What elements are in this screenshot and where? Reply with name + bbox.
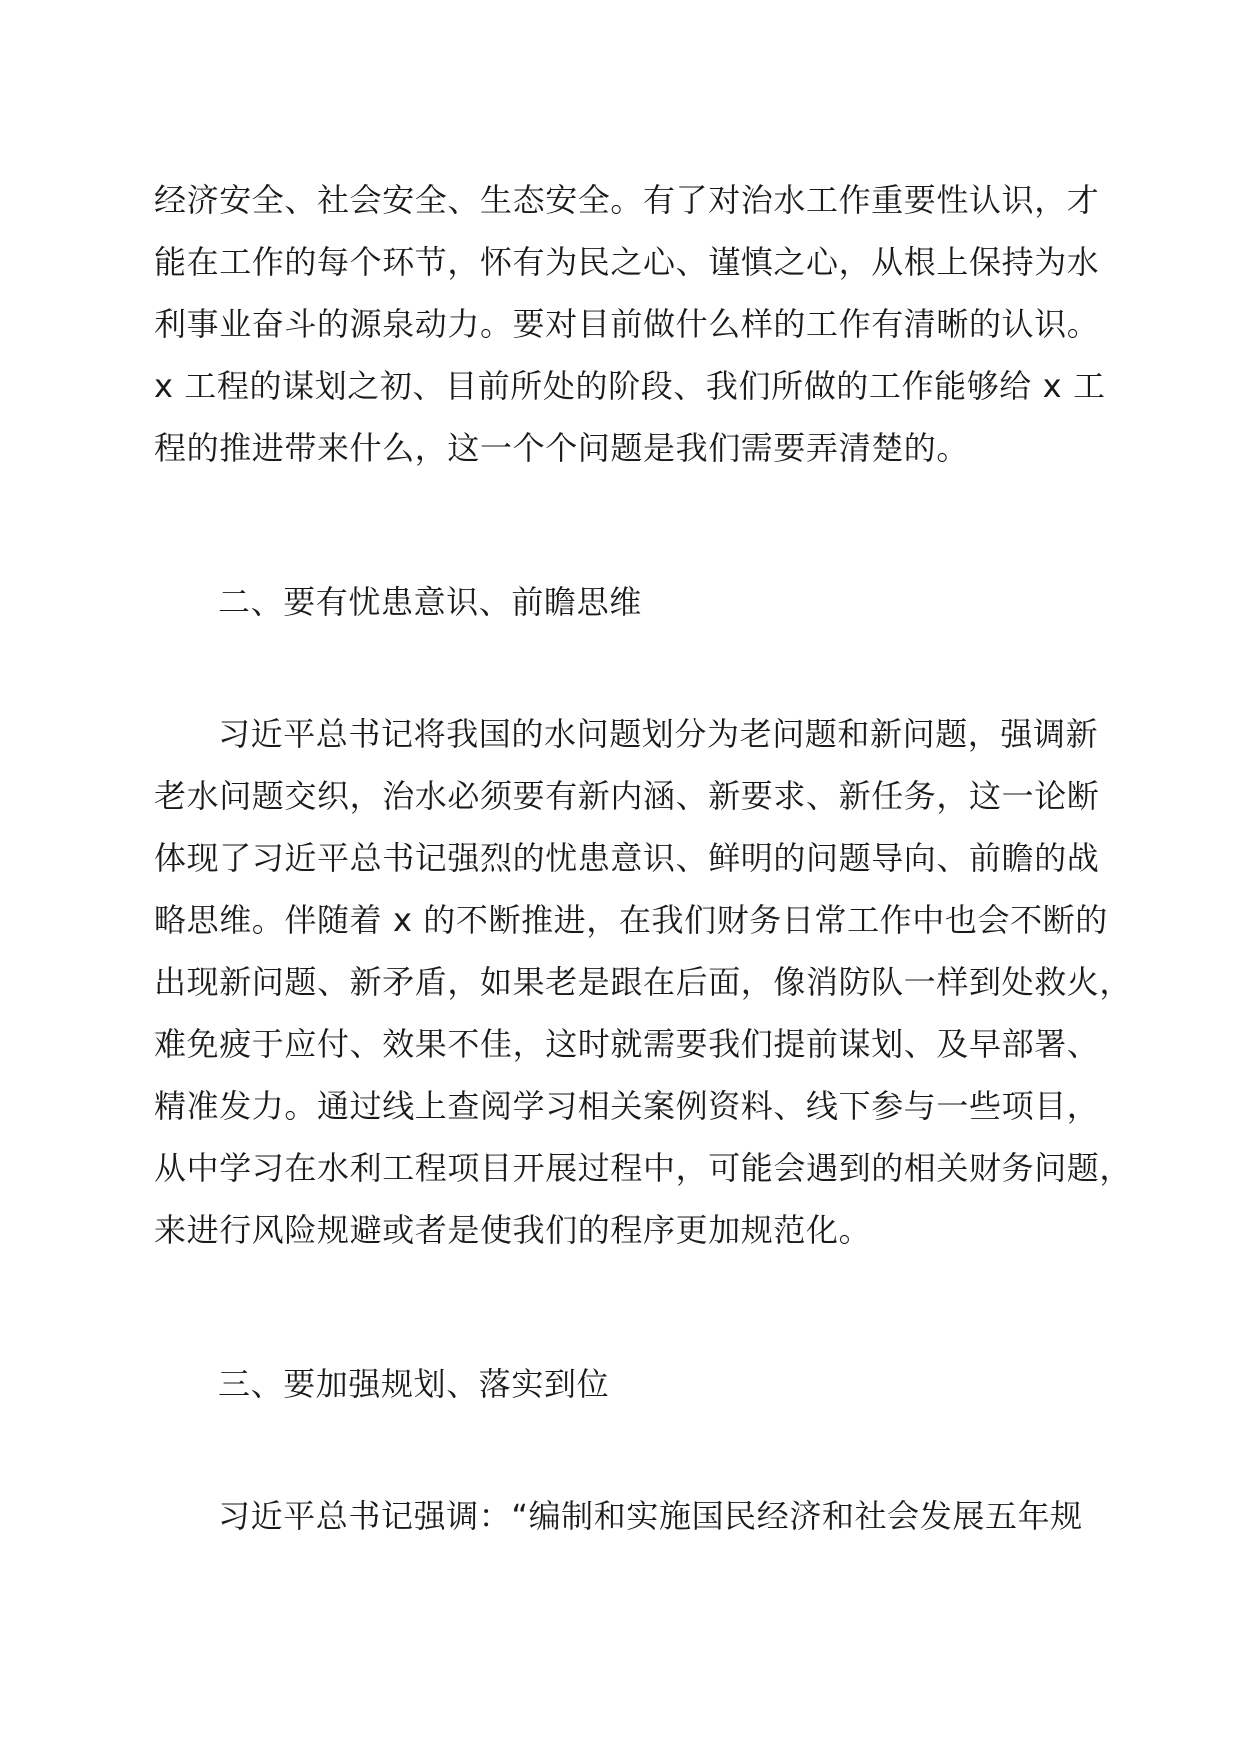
body-line: 习近平总书记将我国的水问题划分为老问题和新问题，强调新 [218,715,1099,753]
body-line: 难免疲于应付、效果不佳，这时就需要我们提前谋划、及早部署、 [154,1025,1100,1063]
body-line: x 工程的谋划之初、目前所处的阶段、我们所做的工作能够给 x 工 [154,367,1106,405]
body-line: 利事业奋斗的源泉动力。要对目前做什么样的工作有清晰的认识。 [154,305,1100,343]
body-line: 略思维。伴随着 x 的不断推进，在我们财务日常工作中也会不断的 [154,901,1108,939]
body-line: 程的推进带来什么，这一个个问题是我们需要弄清楚的。 [154,429,970,467]
body-line: 从中学习在水利工程项目开展过程中，可能会遇到的相关财务问题， [154,1149,1133,1187]
body-line: 精准发力。通过线上查阅学习相关案例资料、线下参与一些项目， [154,1087,1100,1125]
body-line: 出现新问题、新矛盾，如果老是跟在后面，像消防队一样到处救火， [154,963,1133,1001]
body-line: 习近平总书记强调：“编制和实施国民经济和社会发展五年规 [218,1497,1083,1535]
body-line: 经济安全、社会安全、生态安全。有了对治水工作重要性认识，才 [154,181,1100,219]
body-line: 来进行风险规避或者是使我们的程序更加规范化。 [154,1211,872,1249]
body-line: 体现了习近平总书记强烈的忧患意识、鲜明的问题导向、前瞻的战 [154,839,1100,877]
body-line: 能在工作的每个环节，怀有为民之心、谨慎之心，从根上保持为水 [154,243,1100,281]
body-line: 老水问题交织，治水必须要有新内涵、新要求、新任务，这一论断 [154,777,1100,815]
section-heading: 二、要有忧患意识、前瞻思维 [218,583,642,621]
section-heading: 三、要加强规划、落实到位 [218,1365,610,1403]
